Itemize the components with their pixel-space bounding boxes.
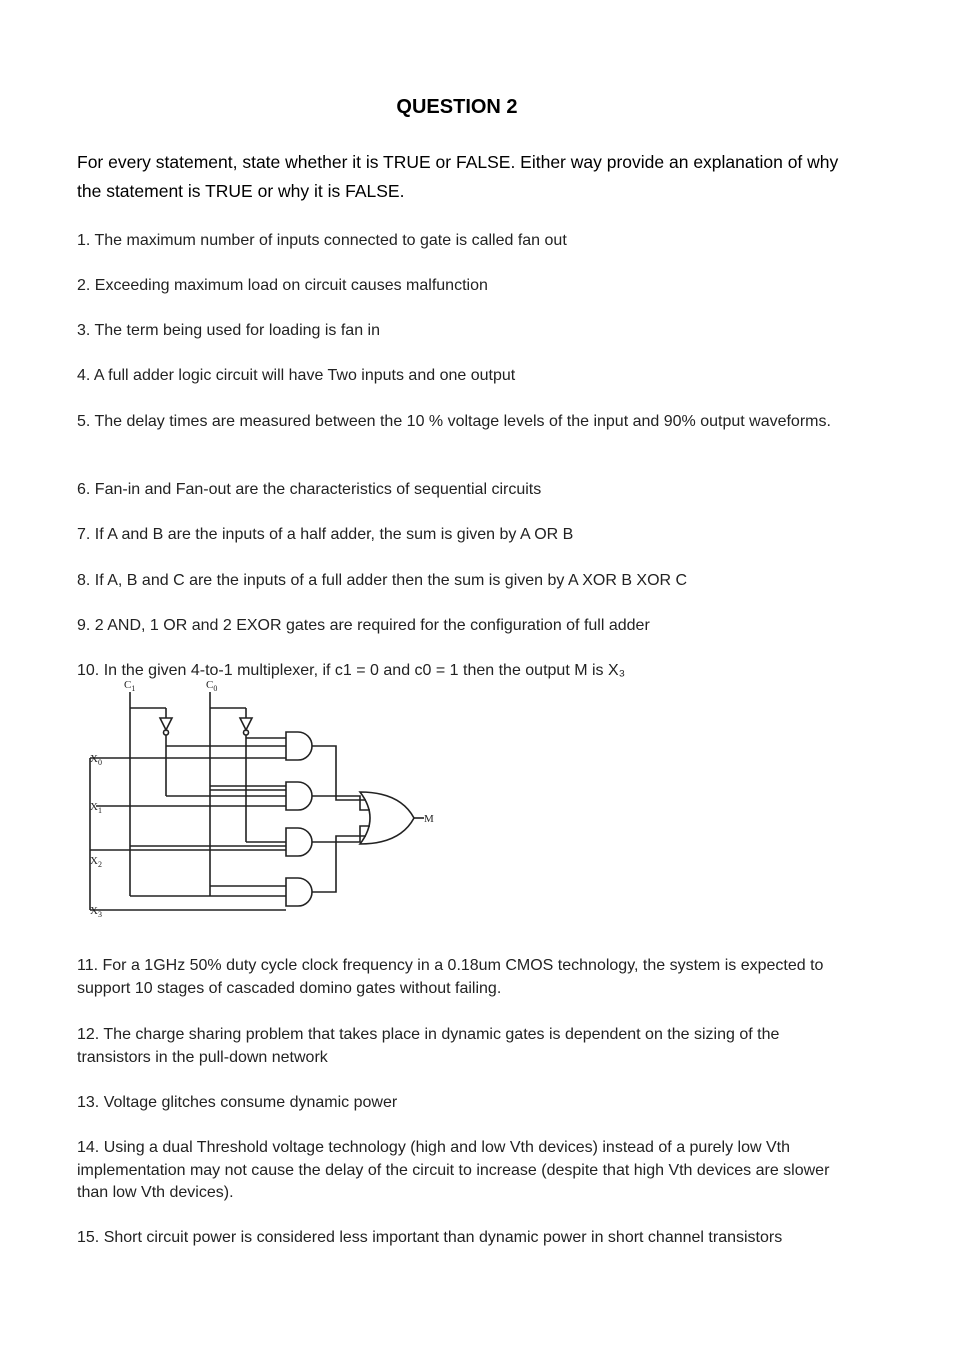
- question-12: 12. The charge sharing problem that takes place in dynamic gates is dependent on the sizing of the transistors in the pull-down network: [77, 1026, 780, 1066]
- question-5: 5. The delay times are measured between the 10 % voltage levels of the input and 90% output waveforms.: [77, 413, 831, 430]
- question-10: 10. In the given 4-to-1 multiplexer, if c1 = 0 and c0 = 1 then the output M is X₃: [77, 662, 626, 679]
- page-title: QUESTION 2: [396, 96, 518, 118]
- input-x2-label: $X_2$: [90, 855, 102, 869]
- question-13: 13. Voltage glitches consume dynamic power: [77, 1094, 398, 1111]
- instructions: For every statement, state whether it is TRUE or FALSE. Either way provide an explanation of why the statement is TRUE or why it is FALSE.: [77, 152, 839, 201]
- input-x3-label: $X_3$: [90, 905, 102, 919]
- input-x1-label: $X_1$: [90, 801, 102, 815]
- question-1: 1. The maximum number of inputs connected to gate is called fan out: [77, 232, 567, 249]
- input-x0-label: $X_0$: [90, 753, 102, 767]
- question-4: 4. A full adder logic circuit will have Two inputs and one output: [77, 367, 516, 384]
- multiplexer-diagram: [80, 678, 440, 928]
- question-3: 3. The term being used for loading is fan in: [77, 322, 380, 339]
- question-14: 14. Using a dual Threshold voltage technology (high and low Vth devices) instead of a purely low Vth implementation may not cause the delay of the circuit to increase (despite that high Vth devices are slower than low Vth devices).: [77, 1139, 830, 1201]
- question-2: 2. Exceeding maximum load on circuit causes malfunction: [77, 277, 488, 294]
- question-15: 15. Short circuit power is considered less important than dynamic power in short channel transistors: [77, 1229, 783, 1246]
- question-8: 8. If A, B and C are the inputs of a full adder then the sum is given by A XOR B XOR C: [77, 572, 688, 589]
- select-c1-label: $C_1$: [124, 679, 136, 693]
- question-6: 6. Fan-in and Fan-out are the characteristics of sequential circuits: [77, 481, 542, 498]
- question-11: 11. For a 1GHz 50% duty cycle clock frequency in a 0.18um CMOS technology, the system is expected to support 10 stages of cascaded domino gates without failing.: [77, 957, 824, 997]
- output-m-label: M: [424, 813, 434, 825]
- question-7: 7. If A and B are the inputs of a half adder, the sum is given by A OR B: [77, 526, 574, 543]
- select-c0-label: $C_0$: [206, 679, 218, 693]
- question-9: 9. 2 AND, 1 OR and 2 EXOR gates are required for the configuration of full adder: [77, 617, 650, 634]
